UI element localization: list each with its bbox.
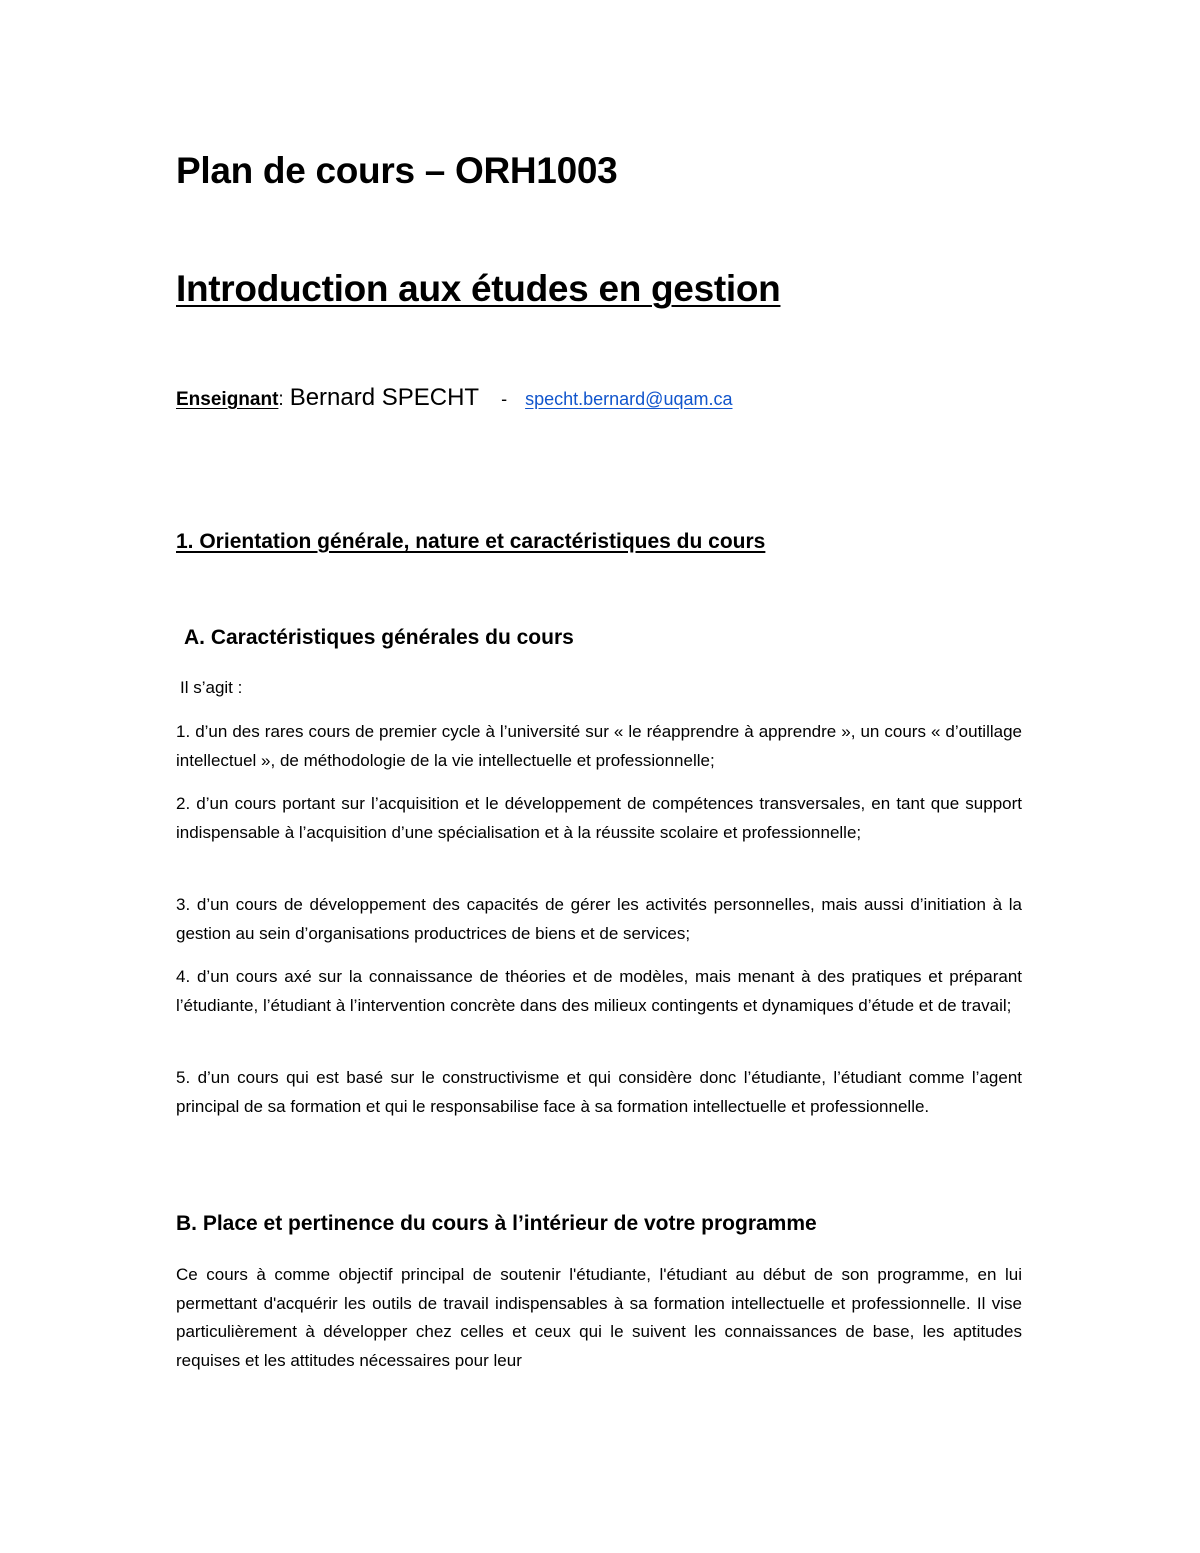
teacher-line (176, 384, 732, 412)
list-item: 3. d’un cours de développement des capacités de gérer les activités personnelles, mais aussi d’initiation à la gestion au sein d’organisations productrices de biens et de services; (176, 895, 1022, 943)
list-item: 2. d’un cours portant sur l’acquisition et le développement de compétences transversales, en tant que support indispensable à l’acquisition d’une spécialisation et à la réussite scolaire et professionnelle; (176, 794, 1022, 842)
teacher-label: Enseignant (176, 389, 279, 410)
subsection-b-paragraph: Ce cours à comme objectif principal de soutenir l'étudiante, l'étudiant au début de son programme, en lui permettant d'acquérir les outils de travail indispensables à sa formation intellectuelle et professionnelle. Il vise particulièrement à développer chez celles et ceux qui le suivent les connaissances de base, les aptitudes requises et les attitudes nécessaires pour leur (176, 1265, 1022, 1370)
subsection-a-heading: A. Caractéristiques générales du cours (184, 626, 574, 649)
teacher-separator: - (501, 389, 508, 409)
list-item: 5. d’un cours qui est basé sur le constructivisme et qui considère donc l’étudiante, l’étudiant comme l’agent principal de sa formation et qui le responsabilise face à sa formation intellectuelle et professionnelle. (176, 1068, 1022, 1116)
page-title: Plan de cours – ORH1003 (176, 150, 618, 191)
section-1-heading: 1. Orientation générale, nature et caractéristiques du cours (176, 530, 766, 553)
list-item: 1. d’un des rares cours de premier cycle à l’université sur « le réapprendre à apprendre », un cours « d’outillage intellectuel », de méthodologie de la vie intellectuelle et professionnelle; (176, 722, 1022, 770)
course-subtitle: Introduction aux études en gestion (176, 268, 781, 309)
list-item: 4. d’un cours axé sur la connaissance de théories et de modèles, mais menant à des pratiques et préparant l’étudiante, l’étudiant à l’intervention concrète dans des milieux contingents et dynamiques d’étude et de travail; (176, 967, 1022, 1015)
teacher-email-link[interactable]: specht.bernard@uqam.ca (525, 389, 733, 409)
teacher-name: Bernard SPECHT (289, 384, 480, 411)
subsection-b-heading: B. Place et pertinence du cours à l’intérieur de votre programme (176, 1212, 817, 1235)
subsection-a-intro: Il s’agit : (180, 678, 243, 697)
teacher-colon: : (278, 389, 284, 410)
